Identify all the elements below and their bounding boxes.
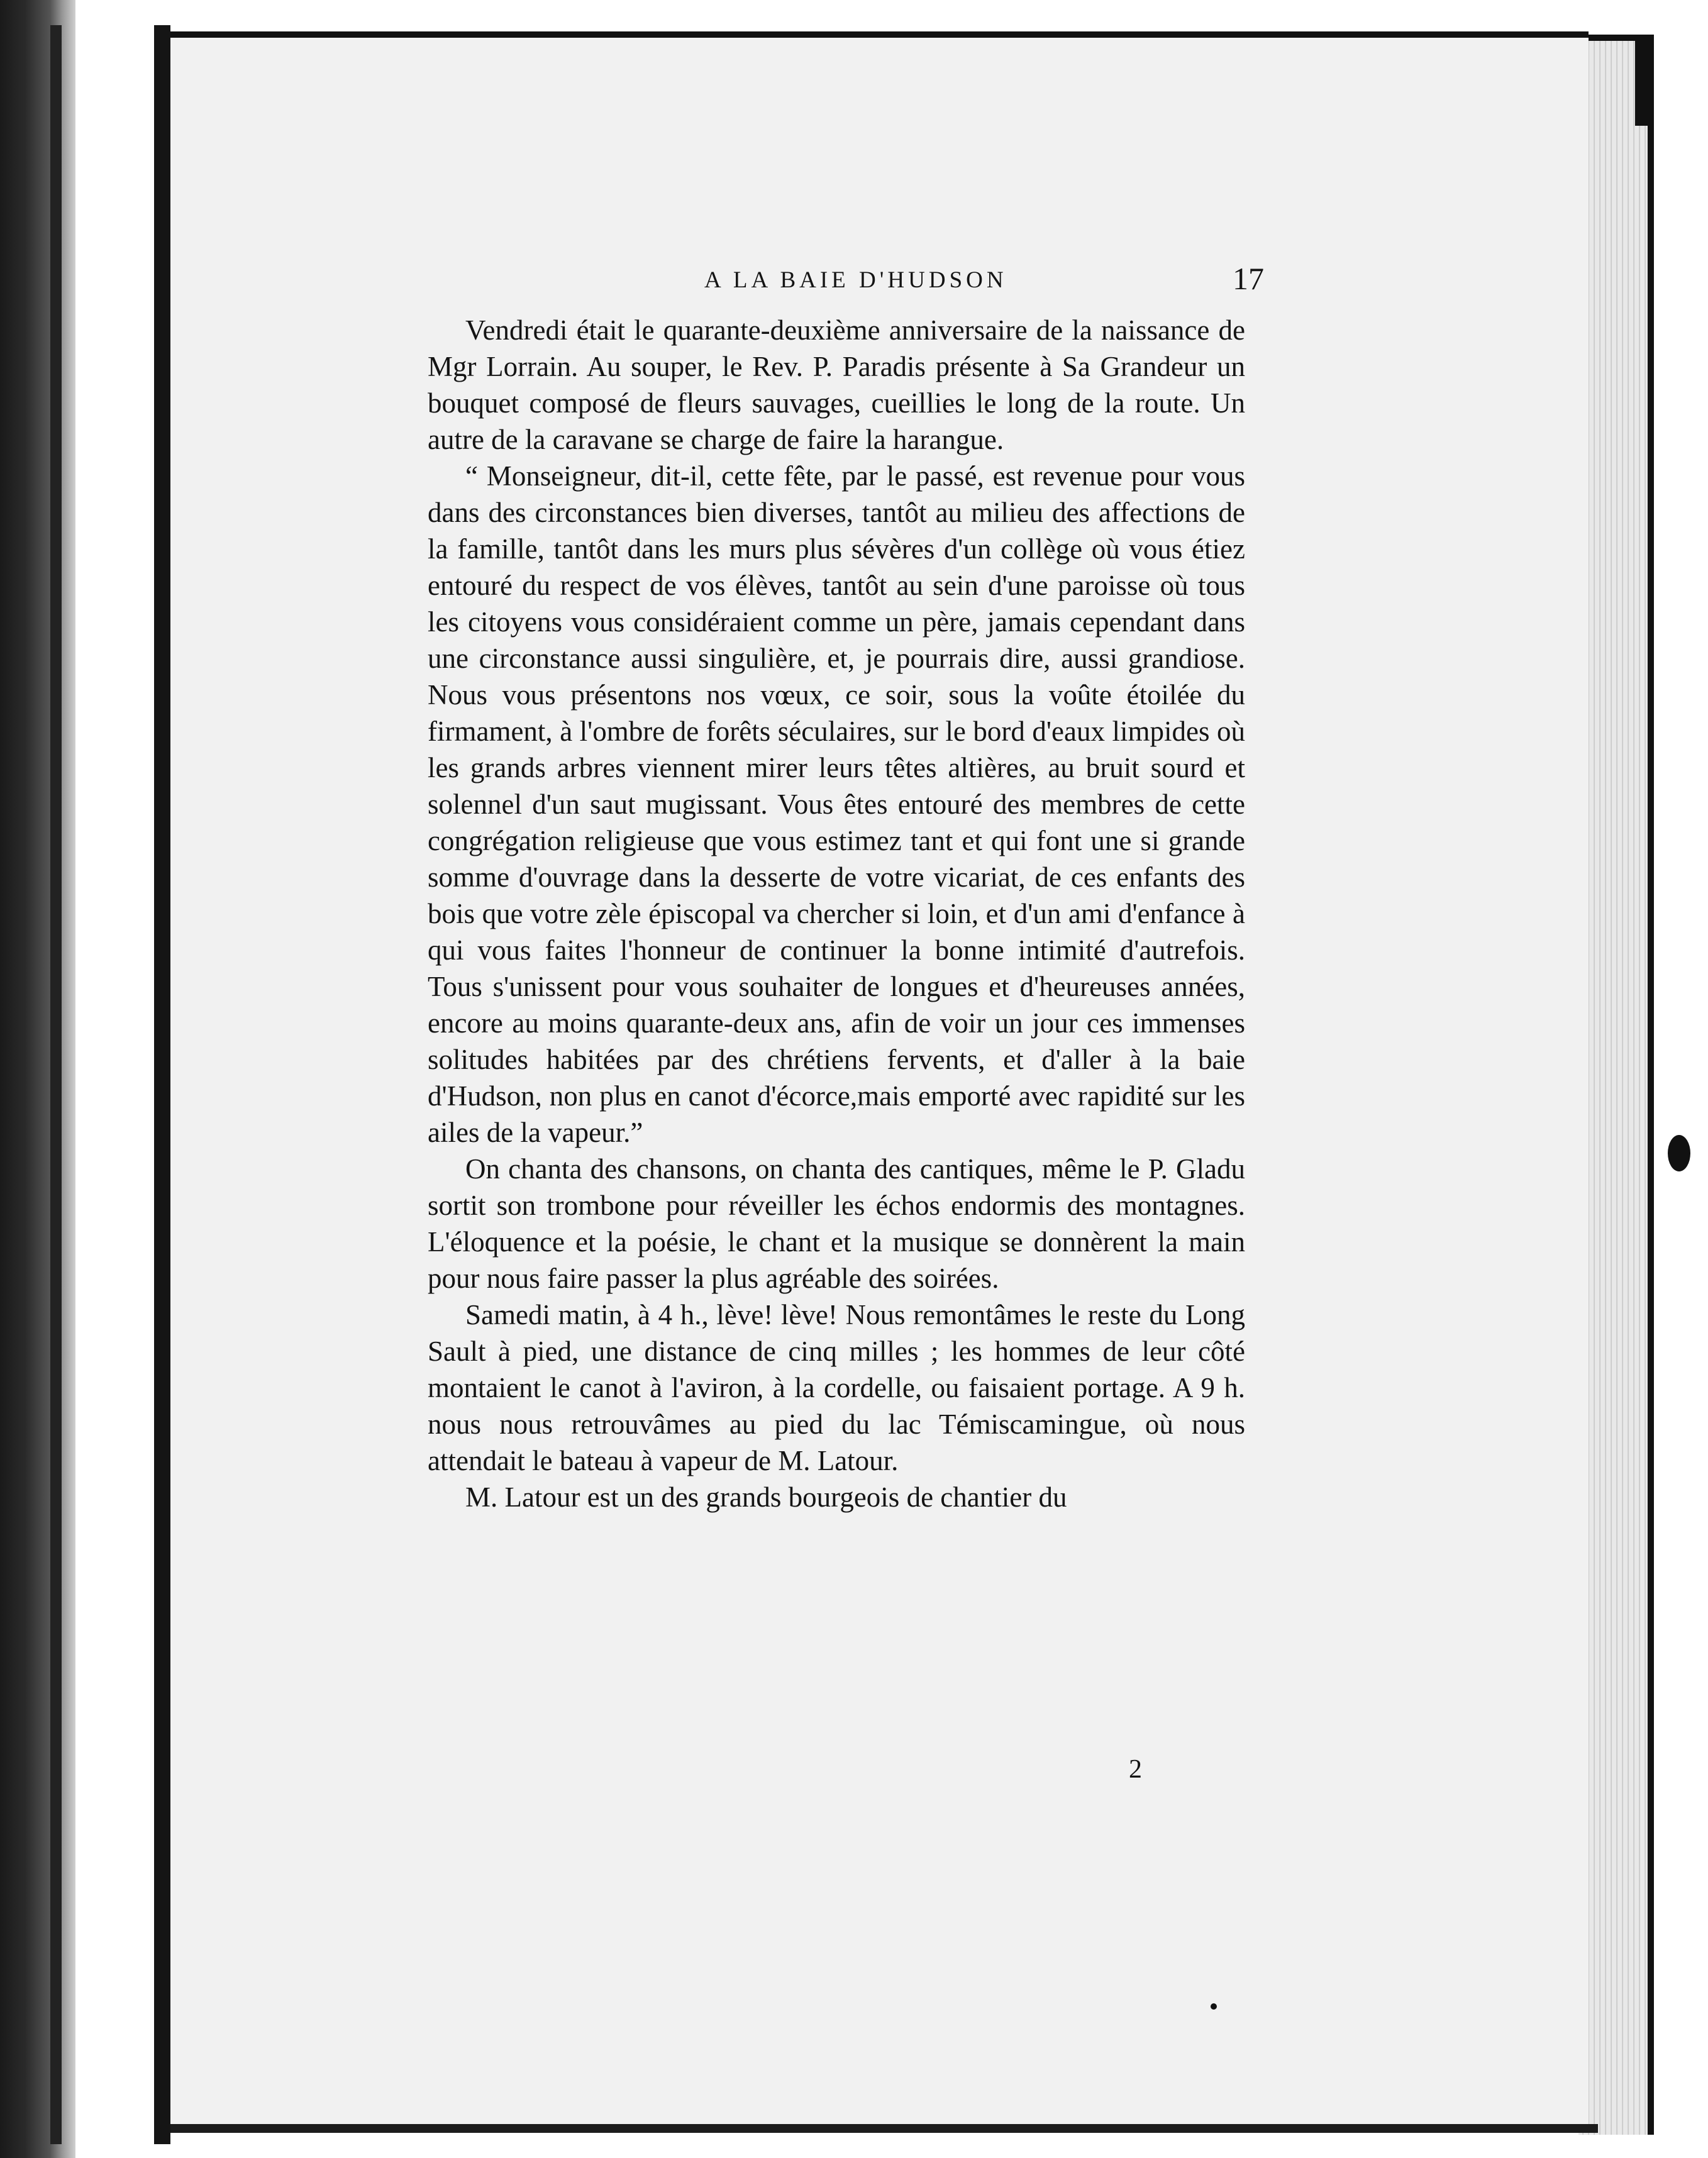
- scan-speck: [1668, 1135, 1690, 1171]
- binding-shadow: [0, 0, 75, 2158]
- signature-mark: 2: [1129, 1755, 1142, 1784]
- body-text: [428, 312, 1245, 1515]
- paragraph: M. Latour est un des grands bourgeois de chantier du: [465, 1481, 1067, 1513]
- page-number: 17: [1233, 261, 1264, 296]
- page-bottom-edge: [170, 2124, 1598, 2133]
- paragraph: On chanta des chansons, on chanta des cantiques, même le P. Gladu sortit son trombone pour réveiller les échos endormis des montagnes. L'éloquence et la poésie, le chant et la musique se donnèrent la main pour nous faire passer la plus agréable des soirées.: [428, 1153, 1245, 1294]
- page-edges: [1578, 35, 1654, 2135]
- binding-edge: [154, 25, 170, 2144]
- scan-speck: [1211, 2003, 1217, 2010]
- page-header: [667, 261, 1277, 302]
- paragraph: Samedi matin, à 4 h., lève! lève! Nous remontâmes le reste du Long Sault à pied, une distance de cinq milles ; les hommes de leur côté montaient le canot à l'aviron, à la cordelle, ou faisaient portage. A 9 h. nous nous retrouvâmes au pied du lac Témiscamingue, où nous attendait le bateau à vapeur de M. Latour.: [428, 1299, 1245, 1476]
- binding-edge: [50, 25, 62, 2144]
- paragraph: Vendredi était le quarante-deuxième anniversaire de la naissance de Mgr Lorrain. Au souper, le Rev. P. Paradis présente à Sa Grandeur un bouquet composé de fleurs sauvages, cueillies le long de la route. Un autre de la caravane se charge de faire la harangue.: [428, 314, 1245, 455]
- running-head: A LA BAIE D'HUDSON: [704, 267, 1007, 293]
- page-edges-corner: [1635, 38, 1654, 126]
- paragraph: “ Monseigneur, dit-il, cette fête, par le passé, est revenue pour vous dans des circonstances bien diverses, tantôt au milieu des affections de la famille, tantôt dans les murs plus sévères d'un collège où vous étiez entouré du respect de vos élèves, tantôt au sein d'une paroisse où tous les citoyens vous considéraient comme un père, jamais cependant dans une circonstance aussi singulière, et, je pourrais dire, aussi grandiose. Nous vous présentons nos vœux, ce soir, sous la voûte étoilée du firmament, à l'ombre de forêts séculaires, sur le bord d'eaux limpides où les grands arbres viennent mirer leurs têtes altières, au bruit sourd et solennel d'un saut mugissant. Vous êtes entouré des membres de cette congrégation religieuse que vous estimez tant et qui font une si grande somme d'ouvrage dans la desserte de votre vicariat, de ces enfants des bois que votre zèle épiscopal va chercher si loin, et d'un ami d'enfance à qui vous faites l'honneur de continuer la bonne intimité d'autrefois. Tous s'unissent pour vous souhaiter de longues et d'heureuses années, encore au moins quarante-deux ans, afin de voir un jour ces immenses solitudes habitées par des chrétiens fervents, et d'aller à la baie d'Hudson, non plus en canot d'écorce,mais emporté avec rapidité sur les ailes de la vapeur.”: [428, 460, 1245, 1148]
